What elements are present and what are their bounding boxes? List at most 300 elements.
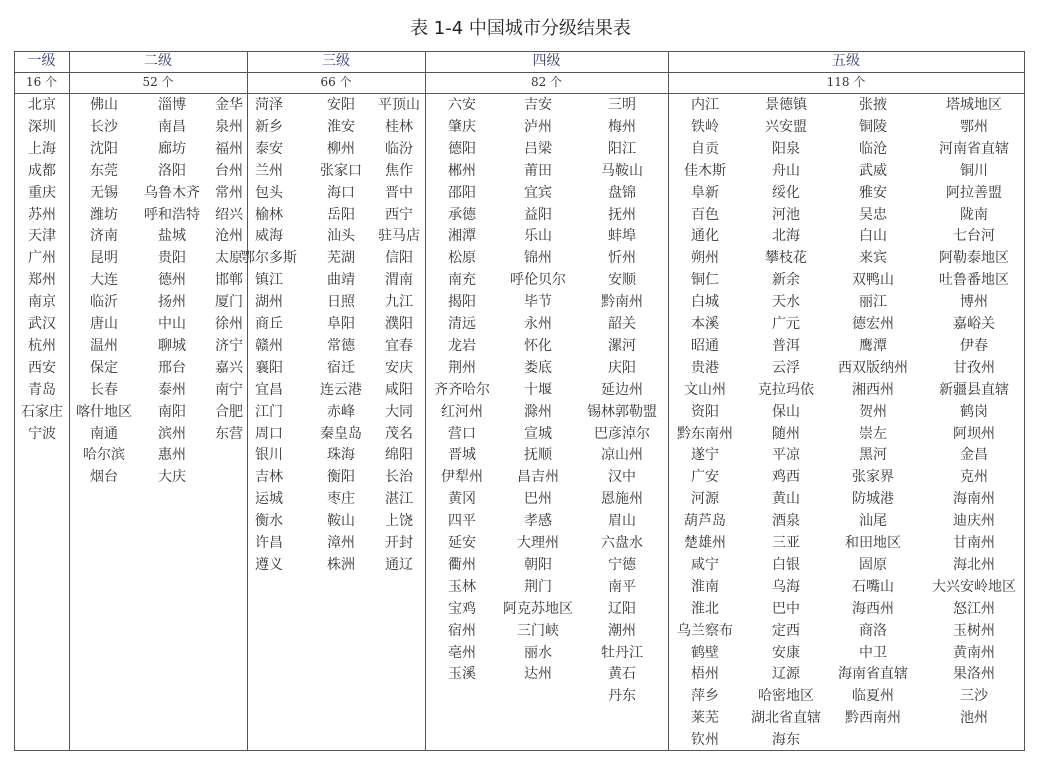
city-cell: 广州: [28, 250, 56, 267]
city-cell: 铜仁: [691, 272, 719, 289]
city-cell: 岳阳: [327, 206, 355, 223]
city-cell: 运城: [255, 491, 283, 508]
city-cell: 黄山: [772, 491, 800, 508]
city-cell: 阳泉: [772, 140, 800, 157]
city-cell: 广安: [691, 469, 719, 486]
city-cell: 内江: [691, 97, 719, 113]
city-cell: 资阳: [691, 403, 719, 420]
city-cell: 南宁: [215, 381, 243, 398]
city-cell: 黑河: [859, 447, 887, 464]
city-cell: 宿迁: [327, 359, 355, 376]
city-cell: 衡阳: [327, 469, 355, 486]
city-cell: 菏泽: [255, 97, 283, 113]
city-cell: 荆州: [448, 359, 476, 376]
city-cell: 果洛州: [953, 666, 995, 683]
city-cell: 揭阳: [448, 294, 476, 311]
city-cell: 防城港: [852, 491, 894, 508]
city-cell: 新余: [772, 272, 800, 289]
city-cell: 唐山: [90, 316, 118, 332]
city-cell: 铜川: [960, 162, 988, 179]
city-cell: 镇江: [255, 272, 283, 289]
city-cell: 烟台: [90, 469, 118, 486]
city-cell: 咸宁: [691, 556, 719, 573]
city-cell: 昭通: [691, 337, 719, 354]
city-cell: 丽江: [859, 294, 887, 311]
city-cell: 威海: [255, 228, 283, 245]
city-cell: 鹰潭: [859, 337, 887, 354]
city-cell: 塔城地区: [946, 97, 1002, 113]
city-cell: 江门: [255, 403, 283, 420]
city-cell: 攀枝花: [765, 250, 807, 267]
city-cell: 保定: [90, 359, 118, 376]
city-cell: 大兴安岭地区: [932, 578, 1016, 595]
city-cell: 沈阳: [90, 140, 118, 157]
city-cell: 毕节: [524, 294, 552, 311]
city-cell: 哈密地区: [758, 688, 814, 705]
city-cell: 郑州: [28, 272, 56, 289]
city-cell: 凉山州: [601, 447, 643, 464]
city-cell: 汕头: [327, 228, 355, 245]
city-cell: 安顺: [608, 272, 636, 289]
city-cell: 秦皇岛: [320, 425, 362, 442]
city-cell: 梅州: [608, 118, 636, 135]
city-cell: 陇南: [960, 206, 988, 223]
city-cell: 来宾: [859, 250, 887, 267]
city-cell: 西安: [28, 359, 56, 376]
city-cell: 荆门: [524, 578, 552, 595]
city-cell: 佛山: [90, 97, 118, 113]
city-cell: 伊犁州: [441, 469, 483, 486]
city-cell: 柳州: [327, 140, 355, 157]
city-cell: 临汾: [385, 140, 413, 157]
city-cell: 清远: [448, 316, 476, 332]
city-cell: 榆林: [255, 206, 283, 223]
city-cell: 韶关: [608, 316, 636, 332]
city-cell: 红河州: [441, 403, 483, 420]
city-cell: 三亚: [772, 535, 800, 551]
city-cell: 襄阳: [255, 359, 283, 376]
city-cell: 淮北: [691, 600, 719, 617]
city-cell: 双鸭山: [852, 272, 894, 289]
city-cell: 阿拉善盟: [946, 184, 1002, 201]
city-cell: 定西: [772, 622, 800, 639]
city-cell: 海口: [327, 184, 355, 201]
city-cell: 乐山: [524, 228, 552, 245]
city-cell: 铜陵: [859, 118, 887, 135]
city-cell: 吐鲁番地区: [939, 272, 1009, 289]
city-cell: 海北州: [953, 556, 995, 573]
city-cell: 石嘴山: [852, 578, 894, 595]
city-cell: 鹤壁: [691, 644, 719, 661]
city-cell: 池州: [960, 710, 988, 727]
tier-header-3: 三级: [322, 53, 350, 69]
city-cell: 宜昌: [255, 381, 283, 398]
city-cell: 呼和浩特: [144, 206, 200, 223]
city-cell: 芜湖: [327, 250, 355, 267]
tier-count-3: 66 个: [320, 75, 352, 89]
city-cell: 克州: [960, 469, 988, 486]
city-cell: 兴安盟: [765, 118, 807, 135]
city-cell: 北海: [772, 228, 800, 245]
city-cell: 东莞: [90, 162, 118, 179]
city-cell: 阜阳: [327, 316, 355, 332]
city-cell: 乌兰察布: [677, 622, 733, 639]
city-cell: 保山: [772, 403, 800, 420]
city-cell: 常德: [327, 337, 355, 354]
city-cell: 湘潭: [448, 228, 476, 245]
city-cell: 玉溪: [448, 666, 476, 683]
city-cell: 临沂: [90, 294, 118, 311]
city-cell: 怀化: [524, 337, 552, 354]
city-cell: 贵阳: [158, 250, 186, 267]
city-cell: 咸阳: [385, 381, 413, 398]
city-cell: 上海: [28, 140, 56, 157]
city-cell: 赤峰: [327, 403, 355, 420]
city-cell: 绥化: [772, 184, 800, 201]
city-cell: 锦州: [524, 250, 552, 267]
city-cell: 白银: [772, 556, 800, 573]
city-cell: 鹤岗: [960, 403, 988, 420]
city-cell: 达州: [524, 666, 552, 683]
city-cell: 孝感: [524, 513, 552, 530]
tier-header-1: 一级: [27, 53, 56, 69]
city-cell: 宜宾: [524, 184, 552, 201]
city-cell: 益阳: [524, 206, 552, 223]
tier-count-2: 52 个: [142, 75, 174, 89]
city-cell: 马鞍山: [601, 162, 643, 179]
city-cell: 淄博: [158, 97, 186, 113]
city-cell: 东营: [215, 425, 243, 442]
city-cell: 太原: [215, 250, 243, 267]
city-tier-table: [14, 51, 1025, 751]
city-cell: 湖州: [255, 294, 283, 311]
city-cell: 焦作: [385, 162, 413, 179]
city-cell: 阿坝州: [953, 425, 995, 442]
city-cell: 延边州: [601, 381, 643, 398]
city-cell: 邵阳: [448, 184, 476, 201]
city-cell: 常州: [215, 184, 243, 201]
city-cell: 本溪: [691, 316, 719, 332]
city-cell: 黔南州: [601, 294, 643, 311]
city-cell: 克拉玛依: [758, 381, 814, 398]
city-cell: 无锡: [90, 184, 118, 201]
city-cell: 张家口: [320, 162, 362, 179]
city-cell: 娄底: [524, 359, 552, 376]
tier-count-1: 16 个: [25, 75, 58, 89]
city-cell: 三门峡: [517, 622, 559, 639]
city-cell: 巴州: [524, 491, 552, 508]
city-cell: 庆阳: [608, 359, 636, 376]
city-cell: 邯郸: [215, 272, 243, 289]
city-cell: 渭南: [385, 272, 413, 289]
city-cell: 宝鸡: [448, 600, 476, 617]
city-cell: 平顶山: [378, 97, 420, 113]
city-cell: 营口: [448, 425, 476, 442]
city-cell: 苏州: [28, 206, 56, 223]
city-cell: 衡水: [255, 513, 283, 530]
city-cell: 长春: [90, 381, 118, 398]
city-cell: 枣庄: [327, 491, 355, 508]
city-cell: 济宁: [215, 337, 243, 354]
city-cell: 信阳: [385, 250, 413, 267]
city-cell: 商丘: [255, 316, 283, 332]
city-cell: 汕尾: [859, 513, 887, 530]
city-cell: 宣城: [524, 425, 552, 442]
city-cell: 长沙: [90, 118, 118, 135]
city-cell: 武汉: [28, 316, 56, 332]
city-cell: 西宁: [385, 206, 413, 223]
city-cell: 扬州: [158, 294, 186, 311]
city-cell: 齐齐哈尔: [434, 381, 490, 398]
city-cell: 甘孜州: [953, 359, 995, 376]
city-cell: 盘锦: [608, 184, 636, 201]
city-cell: 黄南州: [953, 644, 995, 661]
city-cell: 四平: [448, 513, 476, 530]
tier-header-2: 二级: [144, 53, 172, 69]
city-cell: 潍坊: [90, 206, 118, 223]
city-cell: 珠海: [327, 447, 355, 464]
city-cell: 汉中: [608, 469, 636, 486]
city-cell: 南昌: [158, 118, 186, 135]
city-cell: 阳江: [608, 140, 636, 157]
city-cell: 朔州: [691, 250, 719, 267]
city-cell: 黄冈: [448, 491, 476, 508]
city-cell: 酒泉: [772, 513, 800, 530]
city-cell: 通化: [691, 228, 719, 245]
city-cell: 景德镇: [765, 97, 807, 113]
city-cell: 昌吉州: [517, 469, 559, 486]
city-cell: 文山州: [684, 381, 726, 398]
city-cell: 中卫: [859, 644, 887, 661]
city-cell: 巴中: [772, 600, 800, 617]
city-cell: 承德: [448, 206, 476, 223]
city-cell: 乌鲁木齐: [144, 184, 200, 201]
city-cell: 吉安: [524, 97, 552, 113]
city-cell: 徐州: [215, 316, 243, 332]
city-cell: 巴彦淖尔: [594, 425, 650, 442]
city-cell: 成都: [28, 162, 56, 179]
city-cell: 曲靖: [327, 272, 355, 289]
city-cell: 德阳: [448, 140, 476, 157]
city-cell: 日照: [327, 294, 355, 311]
city-cell: 德州: [158, 272, 186, 289]
city-cell: 忻州: [608, 250, 636, 267]
city-cell: 新疆县直辖: [939, 381, 1009, 398]
city-cell: 怒江州: [953, 600, 995, 617]
city-cell: 莱芜: [691, 710, 719, 727]
city-cell: 北京: [28, 97, 56, 113]
city-cell: 嘉兴: [215, 359, 243, 376]
city-cell: 湖北省直辖: [751, 710, 821, 727]
city-cell: 宿州: [448, 622, 476, 639]
city-cell: 新乡: [255, 118, 283, 135]
city-cell: 嘉峪关: [953, 316, 995, 332]
city-cell: 固原: [859, 556, 887, 573]
city-cell: 六盘水: [601, 535, 643, 551]
city-cell: 许昌: [255, 535, 283, 551]
city-cell: 辽阳: [608, 600, 636, 617]
city-cell: 金昌: [960, 447, 988, 464]
city-cell: 七台河: [953, 228, 995, 245]
city-cell: 惠州: [158, 447, 186, 464]
city-cell: 廊坊: [158, 140, 186, 157]
city-cell: 白山: [859, 228, 887, 245]
city-cell: 南平: [608, 578, 636, 595]
city-cell: 赣州: [255, 337, 283, 354]
city-cell: 钦州: [691, 732, 719, 749]
city-cell: 葫芦岛: [684, 513, 726, 530]
city-cell: 银川: [255, 447, 283, 464]
city-cell: 昆明: [90, 250, 118, 267]
city-cell: 楚雄州: [684, 535, 726, 551]
city-cell: 盐城: [158, 228, 186, 245]
city-cell: 自贡: [691, 140, 719, 157]
city-cell: 长治: [385, 469, 413, 486]
city-cell: 贵港: [691, 359, 719, 376]
city-cell: 泰安: [255, 140, 283, 157]
city-cell: 晋城: [448, 447, 476, 464]
city-cell: 三明: [608, 97, 636, 113]
city-cell: 包头: [255, 184, 283, 201]
city-cell: 湛江: [385, 491, 413, 508]
city-cell: 安阳: [327, 97, 355, 113]
city-cell: 乌海: [772, 578, 800, 595]
city-cell: 遂宁: [691, 447, 719, 464]
city-cell: 伊春: [960, 337, 988, 354]
city-cell: 牡丹江: [601, 644, 643, 661]
city-cell: 眉山: [608, 513, 636, 530]
city-cell: 黄石: [608, 666, 636, 683]
tier-header-4: 四级: [532, 53, 561, 69]
city-cell: 蚌埠: [608, 228, 636, 245]
city-cell: 迪庆州: [953, 513, 995, 530]
city-cell: 河池: [772, 206, 800, 223]
city-cell: 锡林郭勒盟: [587, 403, 657, 420]
tier-count-4: 82 个: [530, 75, 563, 89]
city-cell: 临沧: [859, 140, 887, 157]
city-cell: 海西州: [852, 600, 894, 617]
city-cell: 河南省直辖: [939, 140, 1009, 157]
table-title: 表 1-4 中国城市分级结果表: [410, 18, 631, 39]
city-cell: 漯河: [608, 337, 636, 354]
city-cell: 舟山: [772, 162, 800, 179]
city-cell: 张家界: [852, 469, 894, 486]
city-cell: 阿勒泰地区: [939, 250, 1009, 267]
city-cell: 玉树州: [953, 622, 995, 639]
city-cell: 杭州: [28, 337, 56, 354]
city-cell: 周口: [255, 425, 283, 442]
city-cell: 南阳: [158, 403, 186, 420]
tier-header-5: 五级: [832, 53, 860, 69]
city-cell: 九江: [385, 294, 413, 311]
city-cell: 通辽: [385, 556, 413, 573]
city-cell: 抚顺: [524, 447, 552, 464]
city-cell: 台州: [215, 162, 243, 179]
city-cell: 佳木斯: [684, 162, 726, 179]
city-cell: 遵义: [255, 556, 283, 573]
city-cell: 吴忠: [859, 206, 887, 223]
city-cell: 金华: [215, 97, 243, 113]
city-cell: 萍乡: [691, 688, 719, 705]
city-cell: 天水: [772, 294, 800, 311]
city-cell: 大庆: [158, 469, 186, 486]
city-cell: 宁德: [608, 556, 636, 573]
city-cell: 绵阳: [385, 447, 413, 464]
city-cell: 南通: [90, 425, 118, 442]
city-cell: 临夏州: [852, 688, 894, 705]
city-cell: 六安: [448, 97, 476, 113]
city-cell: 西双版纳州: [838, 359, 908, 376]
city-cell: 河源: [691, 491, 719, 508]
city-cell: 商洛: [859, 622, 887, 639]
city-cell: 广元: [772, 316, 800, 332]
city-cell: 晋中: [385, 184, 413, 201]
city-cell: 南充: [448, 272, 476, 289]
city-cell: 厦门: [215, 294, 243, 311]
city-cell: 郴州: [448, 162, 476, 179]
city-cell: 开封: [385, 535, 413, 551]
city-cell: 潮州: [608, 622, 636, 639]
city-cell: 大同: [385, 403, 413, 420]
city-cell: 中山: [158, 316, 186, 332]
city-cell: 吕梁: [524, 140, 552, 157]
city-cell: 松原: [448, 250, 476, 267]
city-cell: 泉州: [215, 118, 243, 135]
city-cell: 滨州: [158, 425, 186, 442]
city-cell: 阿克苏地区: [503, 600, 573, 617]
city-cell: 平凉: [772, 447, 800, 464]
city-cell: 恩施州: [601, 491, 643, 508]
city-cell: 漳州: [327, 535, 355, 551]
tier-count-5: 118 个: [826, 75, 866, 89]
city-cell: 莆田: [524, 162, 552, 179]
city-cell: 和田地区: [845, 535, 901, 551]
city-cell: 百色: [691, 206, 719, 223]
city-cell: 绍兴: [215, 206, 243, 223]
city-cell: 朝阳: [524, 556, 552, 573]
city-cell: 吉林: [255, 469, 283, 486]
city-cell: 云浮: [772, 359, 800, 376]
city-cell: 合肥: [215, 403, 243, 420]
city-cell: 黔西南州: [845, 710, 901, 727]
city-cell: 普洱: [772, 337, 800, 354]
city-cell: 抚州: [608, 206, 636, 223]
city-cell: 丹东: [608, 688, 636, 705]
city-cell: 大理州: [517, 535, 559, 551]
city-cell: 随州: [772, 425, 800, 442]
city-cell: 阜新: [691, 184, 719, 201]
city-cell: 玉林: [448, 578, 476, 595]
city-cell: 博州: [960, 294, 988, 311]
city-cell: 丽水: [524, 644, 552, 661]
city-cell: 铁岭: [691, 118, 719, 135]
city-cell: 鸡西: [772, 469, 800, 486]
city-cell: 福州: [215, 140, 243, 157]
city-cell: 淮安: [327, 118, 355, 135]
city-cell: 海东: [772, 732, 800, 749]
city-cell: 呼伦贝尔: [510, 272, 566, 289]
city-cell: 邢台: [158, 359, 186, 376]
city-cell: 梧州: [691, 666, 719, 683]
city-cell: 桂林: [385, 118, 413, 135]
city-cell: 辽源: [772, 666, 800, 683]
city-cell: 海南州: [953, 491, 995, 508]
city-cell: 张掖: [859, 97, 887, 113]
city-cell: 泰州: [158, 381, 186, 398]
city-cell: 鞍山: [327, 513, 355, 530]
city-cell: 聊城: [158, 337, 186, 354]
city-cell: 温州: [90, 337, 118, 354]
